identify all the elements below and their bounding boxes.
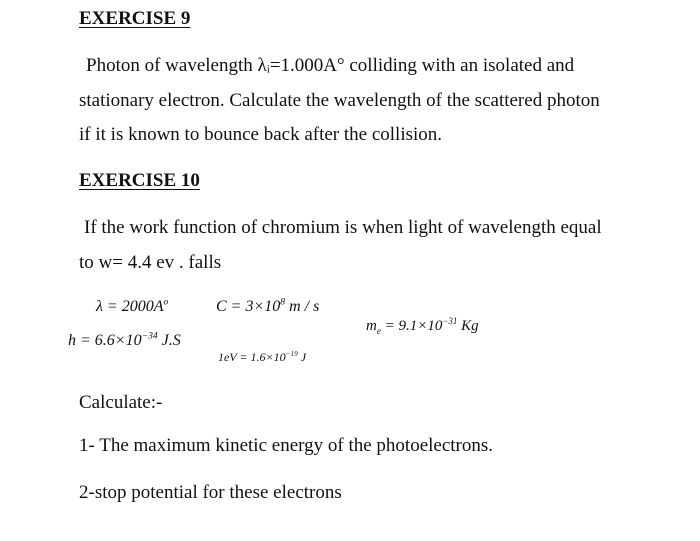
exercise-9-line-2: stationary electron. Calculate the wavelength of the scattered photon <box>79 90 600 111</box>
exercise-9-heading: EXERCISE 9 <box>79 8 191 29</box>
exercise-9-line-1: Photon of wavelength λᵢ=1.000A° colliding with an isolated and <box>86 55 575 76</box>
calculate-intro: Calculate:- <box>79 392 163 413</box>
exercise-10-line-2: to w= 4.4 ev . falls <box>79 252 222 273</box>
wavelength-constant: $\lambda = 2000A^o$ <box>96 296 169 315</box>
question-1: 1- The maximum kinetic energy of the photoelectrons. <box>79 435 494 456</box>
electron-mass-constant: $m_e = 9.1\times 10^{-31}$ Kg <box>366 316 479 336</box>
speed-of-light-constant: $C = 3\times 10^8$ m / s <box>216 296 320 315</box>
exercise-10-line-1: If the work function of chromium is when light of wavelength equal <box>84 217 602 238</box>
planck-constant: $h = 6.6\times 10^{-34}$ J.S <box>68 330 181 349</box>
exercise-10-heading: EXERCISE 10 <box>79 170 200 191</box>
exercise-9-line-3: if it is known to bounce back after the collision. <box>79 124 443 145</box>
electron-volt-constant: $1eV = 1.6\times 10^{-19}$ J <box>218 350 307 364</box>
question-2: 2-stop potential for these electrons <box>79 482 342 503</box>
